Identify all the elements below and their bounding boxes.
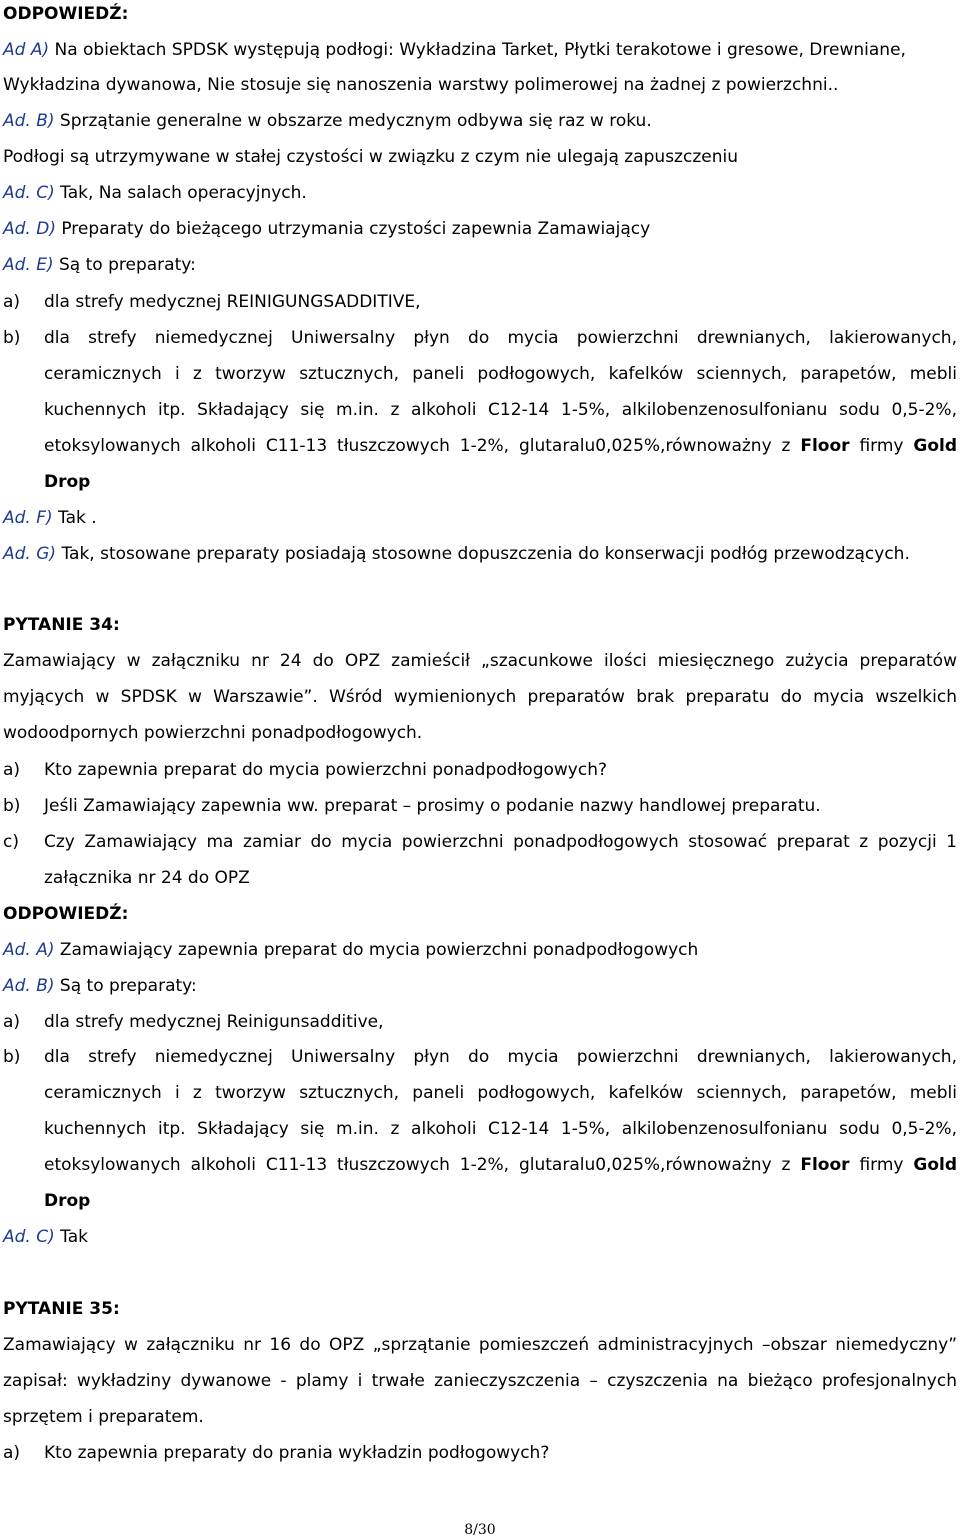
answer-text: Tak [54,1227,88,1247]
list-marker: a) [3,292,21,312]
answer-heading: ODPOWIEDŹ: [3,4,129,24]
question-35-line: Zamawiający w załączniku nr 16 do OPZ „sprzątanie pomieszczeń administracyjnych –obszar niemedyczny” [3,1335,957,1355]
ad-label: Ad. A) [3,940,55,960]
list-item-text: Kto zapewnia preparat do mycia powierzchni ponadpodłogowych? [44,760,607,780]
list-item-text: załącznika nr 24 do OPZ [44,868,250,888]
list-item-text: Czy Zamawiający ma zamiar do mycia powierzchni ponadpodłogowych stosować preparat z pozycji 1 [44,832,957,852]
list-item-text [44,1153,957,1177]
list-marker: a) [3,760,21,780]
question-35-line: zapisał: wykładziny dywanowe - plamy i trwałe zanieczyszczenia – czyszczenia na bieżąco profesjonalnych [3,1371,957,1391]
answer-text: Tak, stosowane preparaty posiadają stosowne dopuszczenia do konserwacji podłóg przewodzących. [56,544,910,564]
list-marker: c) [3,832,19,852]
answer-text: Zamawiający zapewnia preparat do mycia powierzchni ponadpodłogowych [54,940,699,960]
answer-a-line1 [3,38,957,62]
answer-b-line1 [3,109,957,133]
answer-b-line2: Podłogi są utrzymywane w stałej czystości w związku z czym nie ulegają zapuszczeniu [3,147,738,167]
answer-text: Sprzątanie generalne w obszarze medycznym odbywa się raz w roku. [54,111,652,131]
list-item-text [44,434,957,458]
ad-label: Ad. B) [3,976,55,996]
answer-a-line [3,938,957,962]
ad-label: Ad. E) [3,255,54,275]
list-marker: a) [3,1012,21,1032]
answer-e-line [3,253,957,277]
list-item-segment: firmy [849,436,914,456]
list-item-text: dla strefy niemedycznej Uniwersalny płyn do mycia powierzchni drewnianych, lakierowanych, [44,1047,957,1067]
question-35-line: sprzętem i preparatem. [3,1407,204,1427]
ad-label: Ad. G) [3,544,57,564]
list-item-text: dla strefy niemedycznej Uniwersalny płyn do mycia powierzchni drewnianych, lakierowanych, [44,328,957,348]
list-item-segment: firmy [849,1155,914,1175]
brand-drop: Drop [44,1191,91,1211]
answer-text: Na obiektach SPDSK występują podłogi: Wykładzina Tarket, Płytki terakotowe i gresowe, Drewniane, [49,40,906,60]
page-number: 8/30 [464,1522,496,1538]
answer-c-line [3,181,957,205]
list-item-text: kuchennych itp. Składający się m.in. z alkoholi C12-14 1-5%, alkilobenzenosulfonianu sodu 0,5-2%, [44,1119,957,1139]
answer-text: Tak, Na salach operacyjnych. [54,183,307,203]
brand-floor: Floor [800,436,850,456]
list-item-text: Kto zapewnia preparaty do prania wykładzin podłogowych? [44,1443,550,1463]
answer-d-line [3,217,957,241]
answer-text: Preparaty do bieżącego utrzymania czystości zapewnia Zamawiający [55,219,651,239]
answer-heading: ODPOWIEDŹ: [3,904,129,924]
list-item-segment: etoksylowanych alkoholi C11-13 tłuszczowych 1-2%, glutaralu0,025%,równoważny z [44,1155,801,1175]
answer-text: Tak . [52,508,97,528]
answer-g-line [3,542,957,566]
question-35-title: PYTANIE 35: [3,1299,120,1319]
brand-drop: Drop [44,472,91,492]
answer-text: Są to preparaty: [54,976,197,996]
brand-floor: Floor [800,1155,850,1175]
question-34-line: wodoodpornych powierzchni ponadpodłogowych. [3,723,423,743]
list-item-text: ceramicznych i z tworzyw sztucznych, paneli podłogowych, kafelków sciennych, parapetów, mebli [44,364,957,384]
brand-gold: Gold [913,1155,957,1175]
ad-label: Ad A) [3,40,50,60]
list-item-text: Jeśli Zamawiający zapewnia ww. preparat – prosimy o podanie nazwy handlowej preparatu. [44,796,821,816]
brand-gold: Gold [913,436,957,456]
list-marker: b) [3,796,21,816]
list-marker: b) [3,1047,21,1067]
answer-b-line [3,974,957,998]
list-marker: a) [3,1443,21,1463]
list-marker: b) [3,328,21,348]
list-item-text: dla strefy medycznej REINIGUNGSADDITIVE, [44,292,421,312]
list-item-segment: etoksylowanych alkoholi C11-13 tłuszczowych 1-2%, glutaralu0,025%,równoważny z [44,436,801,456]
answer-c-line [3,1225,957,1249]
list-item-text: dla strefy medycznej Reinigunsadditive, [44,1012,384,1032]
ad-label: Ad. F) [3,508,53,528]
question-34-line: Zamawiający w załączniku nr 24 do OPZ zamieścił „szacunkowe ilości miesięcznego zużycia preparatów [3,651,957,671]
ad-label: Ad. C) [3,1227,55,1247]
list-item-text: ceramicznych i z tworzyw sztucznych, paneli podłogowych, kafelków sciennych, parapetów, mebli [44,1083,957,1103]
ad-label: Ad. C) [3,183,55,203]
answer-a-line2: Wykładzina dywanowa, Nie stosuje się nanoszenia warstwy polimerowej na żadnej z powierzchni.. [3,75,839,95]
answer-f-line [3,506,957,530]
ad-label: Ad. B) [3,111,55,131]
list-item-text: kuchennych itp. Składający się m.in. z alkoholi C12-14 1-5%, alkilobenzenosulfonianu sodu 0,5-2%, [44,400,957,420]
question-34-line: myjących w SPDSK w Warszawie”. Wśród wymienionych preparatów brak preparatu do mycia wszelkich [3,687,957,707]
question-34-title: PYTANIE 34: [3,615,120,635]
answer-text: Są to preparaty: [53,255,196,275]
ad-label: Ad. D) [3,219,56,239]
